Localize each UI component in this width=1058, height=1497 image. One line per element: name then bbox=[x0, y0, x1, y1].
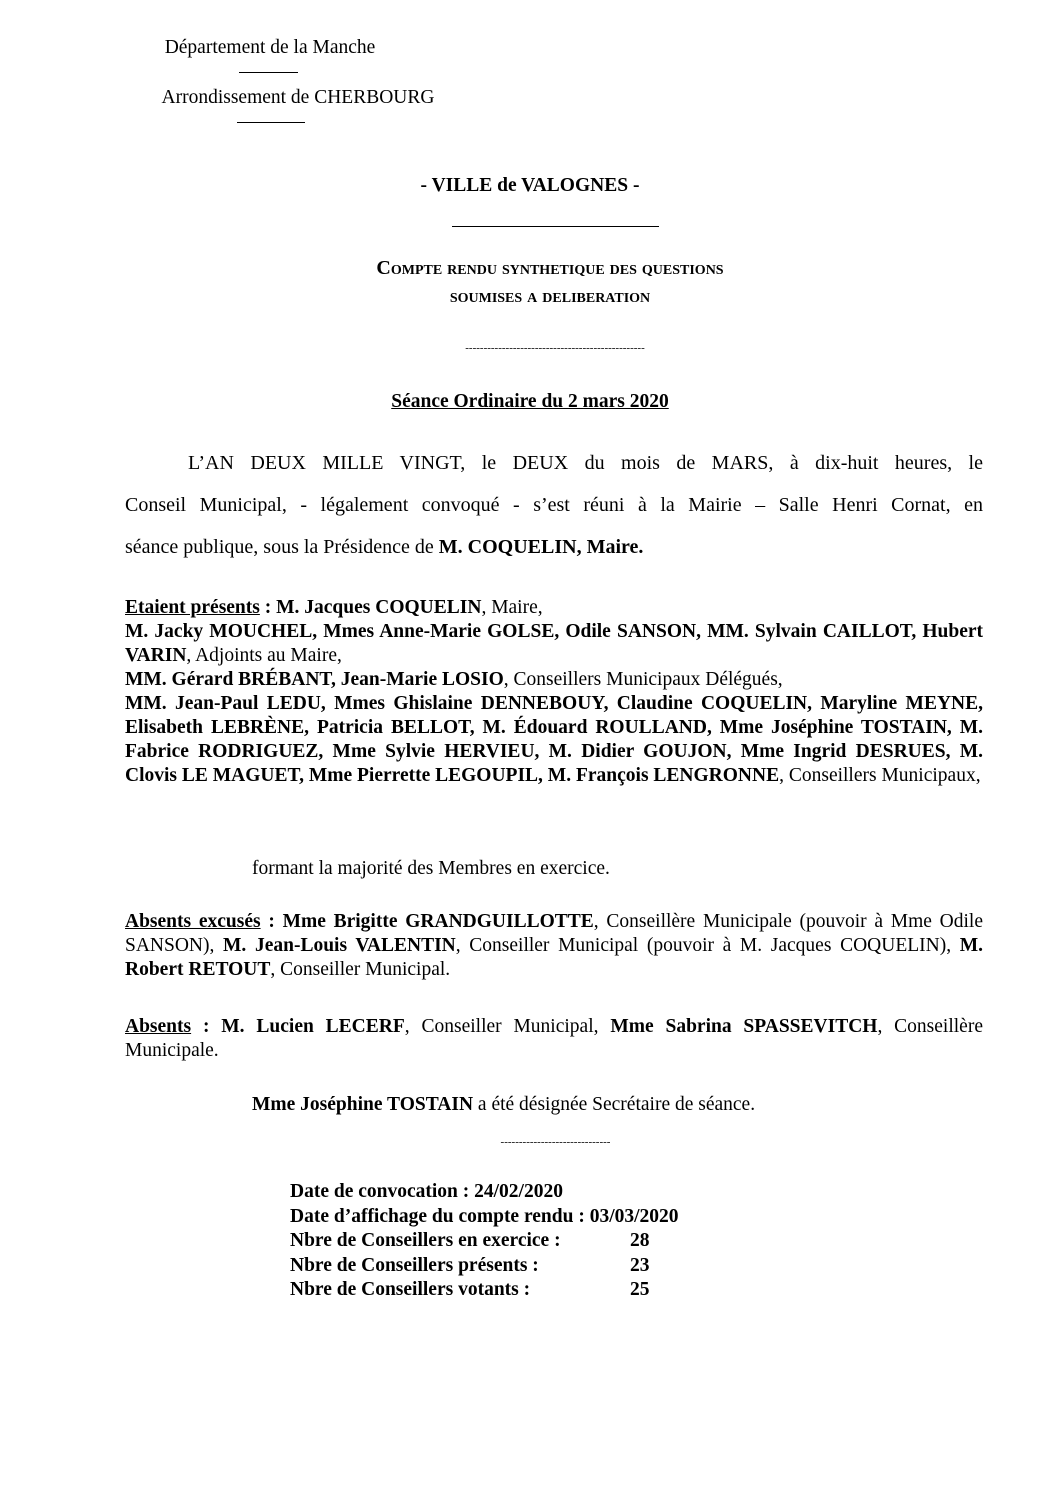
doc-title-line-1: Compte rendu synthetique des questions bbox=[376, 257, 724, 279]
stat-row-exercice bbox=[290, 1229, 679, 1254]
conseillers-names: MM. Jean-Paul LEDU, Mmes Ghislaine DENNEBOUY, Claudine COQUELIN, Maryline MEYNE, Elisabeth LEBRÈNE, Patricia BELLOT, M. Édouard ROULLAND, Mme Joséphine TOSTAIN, M. Fabrice RODRIGUEZ, Mme Sylvie HERVIEU, M. Didier GOUJON, Mme Ingrid DESRUES, M. Clovis LE MAGUET, Mme Pierrette LEGOUPIL, M. François LENGRONNE bbox=[125, 693, 983, 786]
conseillers-paragraph bbox=[125, 692, 983, 788]
absents-label: Absents bbox=[125, 1016, 192, 1037]
presents-label: Etaient présents bbox=[125, 597, 260, 618]
ville-title: - VILLE de VALOGNES - bbox=[420, 175, 640, 196]
excuse-2-detail: , Conseiller Municipal (pouvoir à M. Jacques COQUELIN), bbox=[455, 935, 960, 956]
excuses-sep: : bbox=[260, 911, 283, 932]
dash-separator-2: ------------------------------ bbox=[500, 1136, 611, 1148]
excuse-1-detail: , Conseillère Municipale (pouvoir à Mme Odile SANSON), bbox=[125, 911, 983, 956]
adjoints-names: M. Jacky MOUCHEL, Mmes Anne-Marie GOLSE, Odile SANSON, MM. Sylvain CAILLOT, Hubert VARIN bbox=[125, 621, 983, 666]
excuses-paragraph bbox=[125, 910, 983, 982]
conseillers-role: , Conseillers Municipaux, bbox=[779, 765, 981, 786]
maire-name: M. Jacques COQUELIN bbox=[276, 597, 482, 618]
secretaire-role: a été désignée Secrétaire de séance. bbox=[473, 1094, 756, 1115]
dash-separator-1: ------------------------------------------------- bbox=[465, 342, 645, 354]
ville-rule bbox=[452, 226, 659, 227]
delegues-paragraph bbox=[125, 668, 983, 692]
excuse-3-detail: , Conseiller Municipal. bbox=[270, 959, 451, 980]
stats-block bbox=[290, 1180, 679, 1303]
absent-2-detail: , Conseillère Municipale. bbox=[125, 1016, 983, 1061]
stat-row-convocation bbox=[290, 1180, 679, 1205]
presents-section bbox=[125, 596, 983, 788]
presents-count-value: 23 bbox=[630, 1254, 650, 1276]
arrondissement-line: Arrondissement de CHERBOURG bbox=[161, 87, 435, 108]
excuse-2-name: M. Jean-Louis VALENTIN bbox=[223, 935, 456, 956]
stat-row-affichage bbox=[290, 1205, 679, 1230]
excuses-label: Absents excusés bbox=[125, 911, 261, 932]
absents-sep: : bbox=[191, 1016, 222, 1037]
absent-2-name: Mme Sabrina SPASSEVITCH bbox=[610, 1016, 878, 1037]
seance-title: Séance Ordinaire du 2 mars 2020 bbox=[391, 391, 669, 412]
absent-1-detail: , Conseiller Municipal, bbox=[404, 1016, 611, 1037]
stat-row-votants bbox=[290, 1278, 679, 1303]
convocation-date: Date de convocation : 24/02/2020 bbox=[290, 1181, 563, 1202]
intro-line-2: Conseil Municipal, - légalement convoqué - s’est réuni à la Mairie – Salle Henri Cornat, en bbox=[125, 494, 983, 516]
header-rule-2 bbox=[237, 122, 305, 123]
votants-label: Nbre de Conseillers votants : bbox=[290, 1279, 531, 1300]
president-name: M. COQUELIN, Maire. bbox=[438, 536, 644, 558]
absent-1-name: M. Lucien LECERF bbox=[221, 1016, 405, 1037]
intro-line-1: L’AN DEUX MILLE VINGT, le DEUX du mois de MARS, à dix-huit heures, le bbox=[188, 452, 983, 474]
header-rule-1 bbox=[239, 72, 298, 73]
intro-paragraph bbox=[125, 451, 983, 559]
affichage-date: Date d’affichage du compte rendu : 03/03/2020 bbox=[290, 1205, 679, 1227]
stat-row-presents bbox=[290, 1254, 679, 1279]
majorite-line: formant la majorité des Membres en exercice. bbox=[252, 858, 610, 879]
presents-count-label: Nbre de Conseillers présents : bbox=[290, 1254, 539, 1276]
exercice-label: Nbre de Conseillers en exercice : bbox=[290, 1230, 561, 1251]
adjoints-role: , Adjoints au Maire, bbox=[186, 645, 342, 666]
presents-head bbox=[125, 596, 983, 620]
maire-role: , Maire, bbox=[481, 597, 543, 618]
exercice-value: 28 bbox=[630, 1230, 650, 1251]
votants-value: 25 bbox=[630, 1279, 650, 1300]
delegues-names: MM. Gérard BRÉBANT, Jean-Marie LOSIO bbox=[125, 669, 504, 690]
excuse-3-name: M. Robert RETOUT bbox=[125, 935, 984, 980]
adjoints-paragraph bbox=[125, 620, 983, 668]
intro-line-3-text: séance publique, sous la Présidence de bbox=[125, 536, 439, 558]
presents-sep: : bbox=[259, 597, 277, 618]
secretaire-name: Mme Joséphine TOSTAIN bbox=[252, 1094, 474, 1115]
delegues-role: , Conseillers Municipaux Délégués, bbox=[503, 669, 783, 690]
doc-title-line-2: soumises a deliberation bbox=[449, 285, 651, 307]
secretaire-line bbox=[252, 1093, 972, 1117]
absents-paragraph bbox=[125, 1015, 983, 1063]
intro-line-3 bbox=[125, 535, 983, 559]
excuse-1-name: Mme Brigitte GRANDGUILLOTTE bbox=[282, 911, 594, 932]
departement-line: Département de la Manche bbox=[164, 37, 376, 58]
